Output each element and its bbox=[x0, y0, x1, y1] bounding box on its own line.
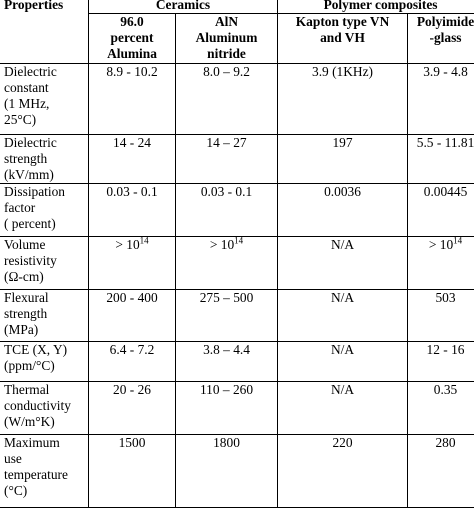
row-label-line: Thermal bbox=[4, 382, 50, 397]
row-label-line: (1 MHz, bbox=[4, 96, 50, 111]
row-label-line: Dielectric bbox=[4, 64, 57, 79]
value-cell bbox=[176, 237, 278, 290]
value-text: 5.5 - 11.81 bbox=[416, 135, 474, 150]
value-text: 220 bbox=[332, 435, 353, 450]
value-text: 20 - 26 bbox=[113, 382, 151, 397]
value-text: 6.4 - 7.2 bbox=[109, 342, 155, 357]
column-header-alumina bbox=[89, 14, 176, 64]
value-cell bbox=[278, 64, 408, 135]
value-text: 14 – 27 bbox=[206, 135, 247, 150]
table-row bbox=[0, 290, 474, 342]
value-cell bbox=[176, 342, 278, 382]
value-text: N/A bbox=[330, 290, 355, 305]
row-label-line: TCE (X, Y) bbox=[4, 342, 68, 357]
table-row bbox=[0, 184, 474, 237]
value-cell bbox=[89, 435, 176, 508]
row-label bbox=[0, 184, 89, 237]
value-text: > 10 bbox=[428, 237, 454, 252]
row-label-line: strength bbox=[4, 306, 48, 321]
row-label-line: Flexural bbox=[4, 290, 49, 305]
column-header-aln bbox=[176, 14, 278, 64]
row-label-line: conductivity bbox=[4, 398, 71, 413]
value-cell bbox=[278, 342, 408, 382]
column-header-line: -glass bbox=[429, 30, 462, 45]
table-row bbox=[0, 135, 474, 184]
value-text: > 10 bbox=[115, 237, 140, 252]
row-label bbox=[0, 64, 89, 135]
row-label-line: Dissipation bbox=[4, 184, 66, 199]
row-label-line: factor bbox=[4, 200, 36, 215]
value-cell bbox=[278, 435, 408, 508]
column-header-polyimide-glass bbox=[408, 14, 474, 64]
row-label bbox=[0, 237, 89, 290]
column-header-kapton bbox=[278, 14, 408, 64]
value-text: 3.9 (1KHz) bbox=[312, 64, 373, 79]
row-label-line: Dielectric bbox=[4, 135, 57, 150]
value-text: 0.03 - 0.1 bbox=[106, 184, 158, 199]
row-label-line: 25°C) bbox=[4, 112, 37, 127]
row-label-line: strength bbox=[4, 151, 48, 166]
value-cell bbox=[89, 135, 176, 184]
value-text: 200 - 400 bbox=[106, 290, 158, 305]
table-row bbox=[0, 237, 474, 290]
value-cell bbox=[176, 382, 278, 435]
column-header-line: and VH bbox=[320, 30, 365, 45]
group-header-row bbox=[0, 0, 474, 14]
value-cell bbox=[89, 64, 176, 135]
value-cell bbox=[408, 237, 474, 290]
value-text: 0.00445 bbox=[423, 184, 468, 199]
table-row bbox=[0, 382, 474, 435]
value-text: 3.9 - 4.8 bbox=[423, 64, 468, 79]
value-text: N/A bbox=[330, 237, 355, 252]
value-cell bbox=[408, 184, 474, 237]
value-cell bbox=[408, 342, 474, 382]
value-cell bbox=[278, 382, 408, 435]
row-label-line: Volume bbox=[4, 237, 46, 252]
value-text: 1800 bbox=[213, 435, 240, 450]
value-text: 280 bbox=[435, 435, 456, 450]
value-text: 8.9 - 10.2 bbox=[106, 64, 158, 79]
row-label-line: (Ω-cm) bbox=[4, 269, 44, 284]
row-label-line: resistivity bbox=[4, 253, 57, 268]
value-text: > 10 bbox=[209, 237, 235, 252]
ceramics-group-header: Ceramics bbox=[89, 0, 278, 14]
row-label-line: (MPa) bbox=[4, 322, 39, 337]
value-cell bbox=[408, 135, 474, 184]
value-text: N/A bbox=[330, 382, 355, 397]
value-cell bbox=[176, 290, 278, 342]
properties-header: Properties bbox=[0, 0, 89, 64]
row-label bbox=[0, 435, 89, 508]
value-cell bbox=[408, 435, 474, 508]
value-cell bbox=[89, 184, 176, 237]
row-label-line: (W/m°K) bbox=[4, 414, 55, 429]
row-label bbox=[0, 135, 89, 184]
column-header-line: Polyimide bbox=[416, 14, 474, 29]
value-cell bbox=[278, 135, 408, 184]
value-cell bbox=[278, 290, 408, 342]
value-cell bbox=[408, 64, 474, 135]
table-row bbox=[0, 342, 474, 382]
exponent-text: 14 bbox=[453, 236, 463, 246]
value-text: 0.35 bbox=[433, 382, 458, 397]
value-cell bbox=[176, 135, 278, 184]
table-row bbox=[0, 64, 474, 135]
value-cell bbox=[176, 435, 278, 508]
row-label-line: ( percent) bbox=[4, 216, 56, 231]
row-label bbox=[0, 342, 89, 382]
row-label-line: (°C) bbox=[4, 483, 28, 498]
row-label-line: (ppm/°C) bbox=[4, 358, 55, 373]
value-text: 1500 bbox=[118, 435, 146, 450]
polymer-composites-group-header: Polymer composites bbox=[278, 0, 474, 14]
value-cell bbox=[408, 382, 474, 435]
table-body bbox=[0, 64, 474, 508]
value-cell bbox=[89, 382, 176, 435]
exponent-text: 14 bbox=[139, 236, 149, 246]
value-cell bbox=[89, 342, 176, 382]
column-header-line: AlN bbox=[214, 14, 239, 29]
table-row bbox=[0, 435, 474, 508]
value-text: 503 bbox=[435, 290, 456, 305]
value-text: 197 bbox=[332, 135, 353, 150]
value-cell bbox=[408, 290, 474, 342]
column-header-line: percent bbox=[110, 30, 154, 45]
row-label-line: constant bbox=[4, 80, 49, 95]
column-header-line: Aluminum bbox=[195, 30, 258, 45]
exponent-text: 14 bbox=[234, 236, 244, 246]
value-text: N/A bbox=[330, 342, 355, 357]
column-header-line: Kapton type VN bbox=[295, 14, 390, 29]
row-label-line: (kV/mm) bbox=[4, 167, 54, 182]
value-text: 3.8 – 4.4 bbox=[203, 342, 250, 357]
value-cell bbox=[278, 237, 408, 290]
row-label-line: temperature bbox=[4, 467, 68, 482]
value-cell bbox=[278, 184, 408, 237]
column-header-line: nitride bbox=[207, 46, 246, 61]
row-label-line: Maximum bbox=[4, 435, 60, 450]
value-cell bbox=[176, 64, 278, 135]
value-text: 14 - 24 bbox=[113, 135, 151, 150]
value-cell bbox=[89, 237, 176, 290]
value-text: 0.0036 bbox=[324, 184, 361, 199]
row-label-line: use bbox=[4, 451, 22, 466]
value-text: 110 – 260 bbox=[199, 382, 254, 397]
value-text: 275 – 500 bbox=[199, 290, 254, 305]
column-header-line: Alumina bbox=[107, 46, 157, 61]
value-text: 8.0 – 9.2 bbox=[203, 64, 250, 79]
value-text: 12 - 16 bbox=[426, 342, 465, 357]
row-label bbox=[0, 382, 89, 435]
value-cell bbox=[89, 290, 176, 342]
value-text: 0.03 - 0.1 bbox=[200, 184, 253, 199]
value-cell bbox=[176, 184, 278, 237]
column-header-line: 96.0 bbox=[120, 14, 144, 29]
row-label bbox=[0, 290, 89, 342]
